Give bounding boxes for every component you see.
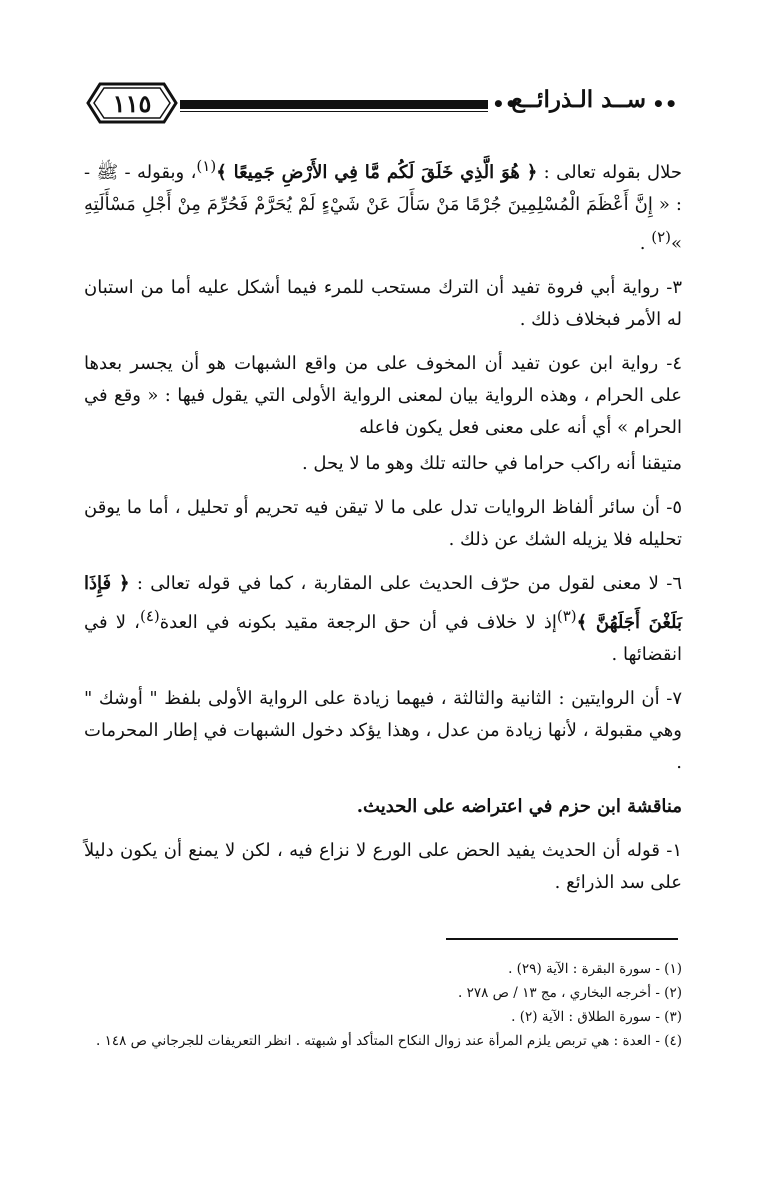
quran-verse: ﴿ فَإِذَا بَلَغْنَ أَجَلَهُنَّ ﴾ [84,573,682,633]
text-run: إذ لا خلاف في أن حق الرجعة مقيد بكونه في العدة [159,612,557,633]
quran-verse: ﴿ هُوَ الَّذِي خَلَقَ لَكُم مَّا فِي الأَرْضِ جَمِيعًا ﴾ [216,162,538,183]
footnote-ref: (٢) [651,228,671,246]
paragraph [84,150,682,260]
header-rule [180,100,488,109]
paragraph: ٤- رواية ابن عون تفيد أن المخوف على من واقع الشبهات هو أن يجسر بعدها على الحرام ، وهذه الرواية بيان لمعنى الرواية الأولى التي يقول فيها : « وقع في الحرام » أي أنه على معنى فعل يكون فاعله [84,353,682,438]
text-run: ، وبقوله - ﷺ - : « إِنَّ أَعْظَمَ الْمُسْلِمِينَ جُرْمًا مَنْ سَأَلَ عَنْ شَيْءٍ لَمْ يُحَرَّمْ فَحُرِّمَ مِنْ أَجْلِ مَسْأَلَتِهِ » [84,162,682,254]
footnotes [84,958,682,1054]
running-title: ســد الـذرائــع [511,86,646,113]
page-number: ١١٥ [112,88,152,118]
body-text [84,150,682,911]
paragraph: ٧- أن الروايتين : الثانية والثالثة ، فيهما زيادة على الرواية الأولى بلفظ " أوشك " وهي مقبولة ، لأنها زيادة من عدل ، وهذا يؤكد دخول الشبهات في إطار المحرمات . [84,688,682,773]
paragraph: ٣- رواية أبي فروة تفيد أن الترك مستحب للمرء فيما أشكل عليه أما من استبان له الأمر فبخلاف ذلك . [84,277,682,330]
page-number-frame [86,80,178,126]
footnote-ref: (٣) [556,607,577,625]
section-heading: مناقشة ابن حزم في اعتراضه على الحديث. [356,796,682,817]
text-run: حلال بقوله تعالى : [537,162,682,183]
footnote: (٣) - سورة الطلاق : الآية (٢) . [511,1009,682,1025]
footnote-ref: (١) [196,157,217,175]
paragraph: ٥- أن سائر ألفاظ الروايات تدل على ما لا تيقن فيه تحريم أو تحليل ، أما ما يوقن تحليله فلا يزيله الشك عن ذلك . [84,497,682,550]
footnote-separator [446,938,678,940]
header-rule-thin [180,111,488,112]
header-dots-right: •• [652,92,678,116]
text-run: . [639,233,652,254]
footnote-ref: (٤) [139,607,160,625]
footnote: (١) - سورة البقرة : الآية (٢٩) . [508,961,682,977]
text-run: ٦- لا معنى لقول من حرّف الحديث على المقاربة ، كما في قوله تعالى : [129,573,682,594]
text-run: ، لا في انقضائها . [84,612,682,665]
footnote: (٤) - العدة : هي تربص يلزم المرأة عند زوال النكاح المتأكد أو شبهته . انظر التعريفات للجرجاني ص ١٤٨ . [96,1033,682,1049]
paragraph [84,568,682,671]
footnote: (٢) - أخرجه البخاري ، مج ١٣ / ص ٢٧٨ . [457,985,682,1001]
paragraph: متيقنا أنه راكب حراما في حالته تلك وهو ما لا يحل . [301,453,682,474]
running-header [86,80,686,128]
paragraph: ١- قوله أن الحديث يفيد الحض على الورع لا نزاع فيه ، لكن لا يمنع أن يكون دليلاً على سد الذرائع . [84,840,682,893]
header-dots-left: •• [492,92,518,116]
